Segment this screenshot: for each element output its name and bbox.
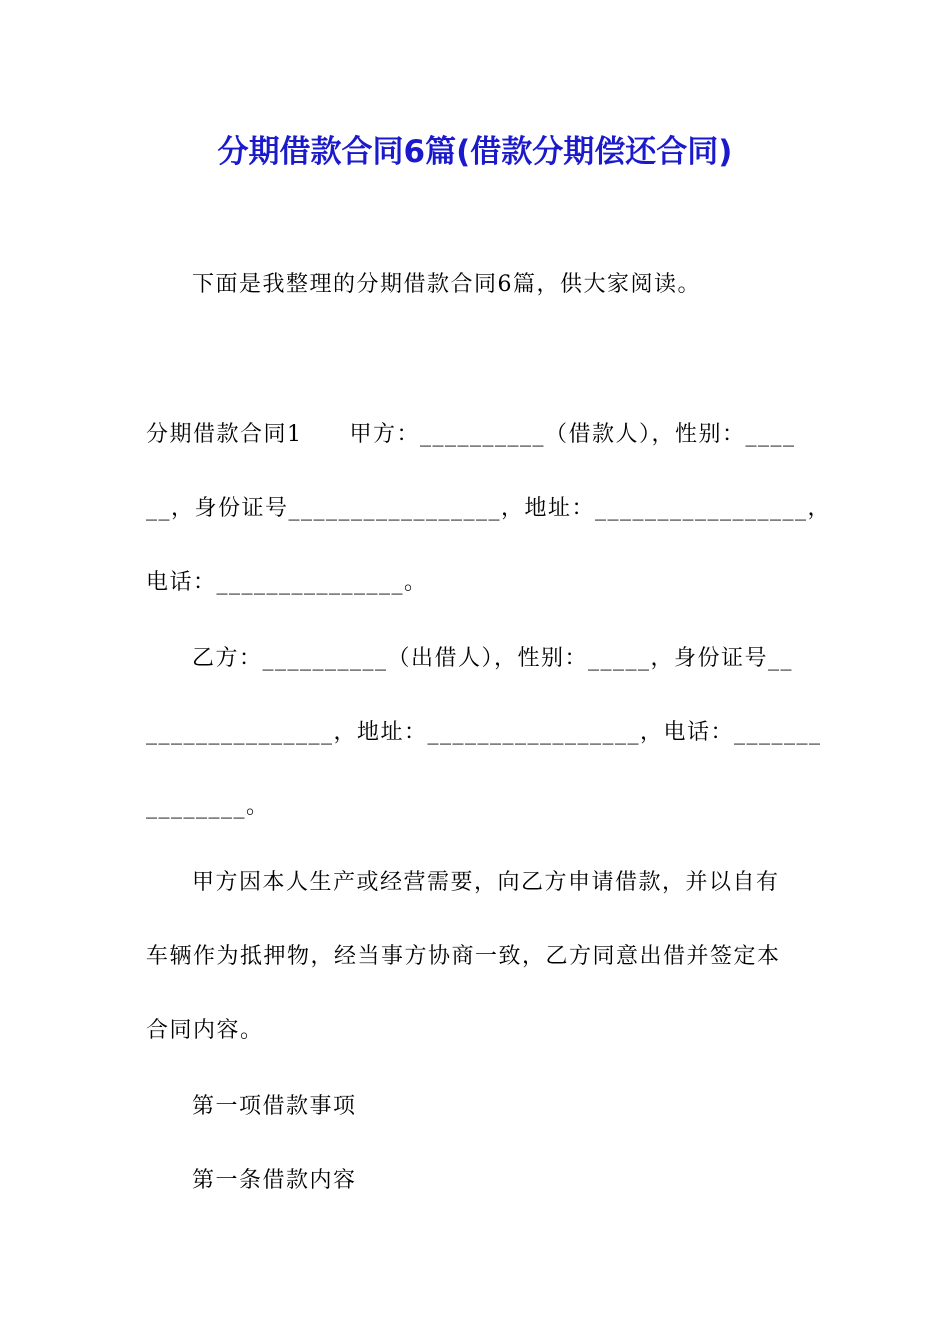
party-b-line-3: ________。 bbox=[146, 794, 270, 819]
party-a-line-1: 分期借款合同1 甲方：__________（借款人），性别：____ bbox=[146, 422, 796, 447]
intro-paragraph: 下面是我整理的分期借款合同6篇，供大家阅读。 bbox=[192, 272, 701, 297]
purpose-line-1: 甲方因本人生产或经营需要，向乙方申请借款，并以自有 bbox=[192, 870, 780, 895]
purpose-line-3: 合同内容。 bbox=[146, 1018, 264, 1043]
party-b-line-1: 乙方：__________（出借人），性别：_____，身份证号__ bbox=[192, 646, 794, 671]
party-a-line-3: 电话：_______________。 bbox=[146, 570, 428, 595]
party-b-line-2: _______________，地址：_________________，电话：_______ bbox=[146, 720, 822, 745]
document-title: 分期借款合同6篇(借款分期偿还合同) bbox=[217, 134, 733, 170]
section-heading: 第一项借款事项 bbox=[192, 1094, 357, 1119]
party-a-line-2: __，身份证号_________________，地址：_________________， bbox=[146, 496, 832, 521]
article-heading: 第一条借款内容 bbox=[192, 1168, 357, 1193]
purpose-line-2: 车辆作为抵押物，经当事方协商一致，乙方同意出借并签定本 bbox=[146, 944, 781, 969]
